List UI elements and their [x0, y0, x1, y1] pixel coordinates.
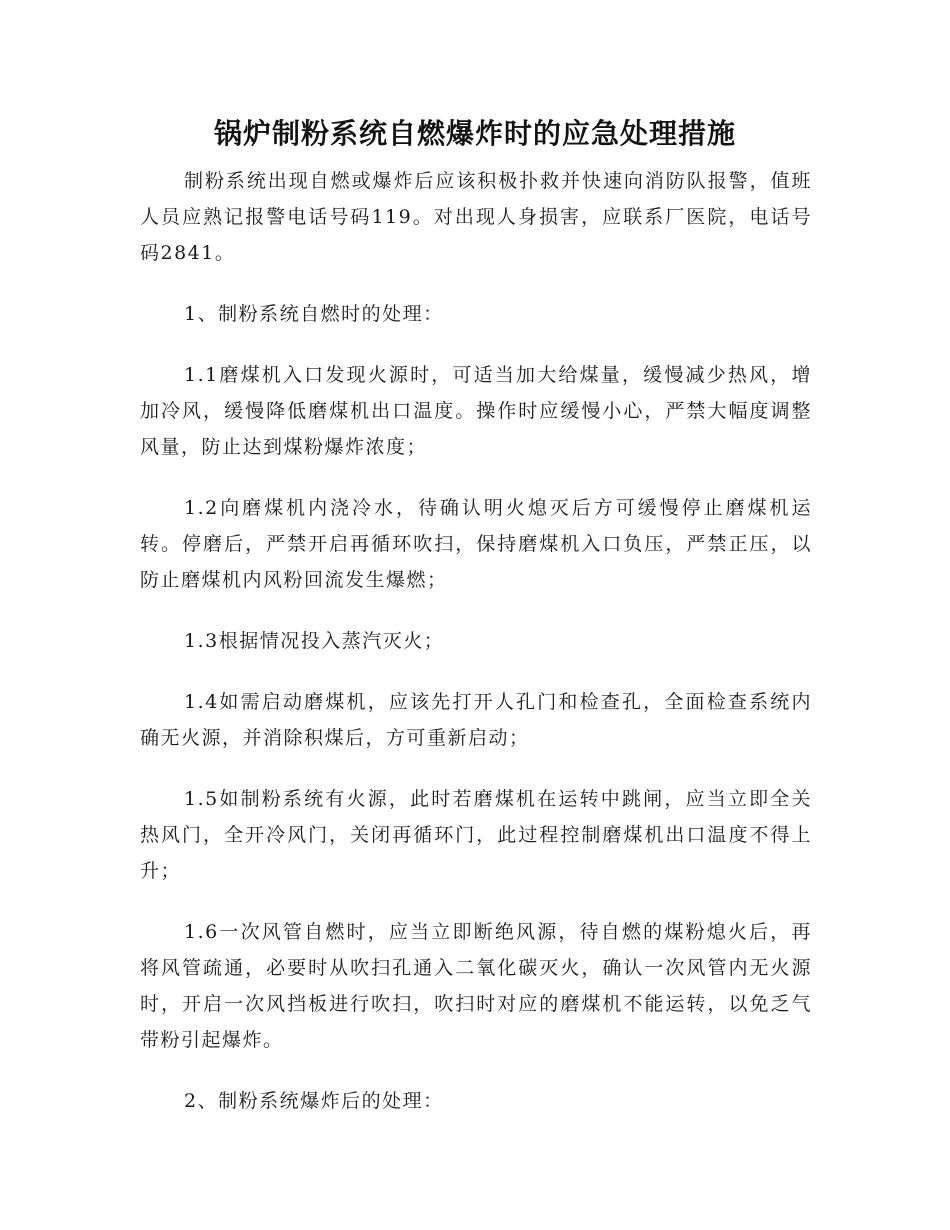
paragraph-1-4: 1.4如需启动磨煤机，应该先打开人孔门和检查孔，全面检查系统内确无火源，并消除积煤后，方可重新启动；	[140, 691, 812, 749]
paragraph-1-2: 1.2向磨煤机内浇冷水，待确认明火熄灭后方可缓慢停止磨煤机运转。停磨后，严禁开启再循环吹扫，保持磨煤机入口负压，严禁正压，以防止磨煤机内风粉回流发生爆燃；	[140, 497, 812, 591]
paragraph-intro: 制粉系统出现自燃或爆炸后应该积极扑救并快速向消防队报警，值班人员应熟记报警电话号码119。对出现人身损害，应联系厂医院，电话号码2841。	[140, 170, 812, 264]
paragraph-1-5: 1.5如制粉系统有火源，此时若磨煤机在运转中跳闸，应当立即全关热风门，全开冷风门，关闭再循环门，此过程控制磨煤机出口温度不得上升；	[140, 788, 812, 882]
section-heading-self-ignition: 1、制粉系统自燃时的处理：	[184, 303, 444, 325]
document-title: 锅炉制粉系统自燃爆炸时的应急处理措施	[213, 117, 736, 150]
paragraph-1-1: 1.1磨煤机入口发现火源时，可适当加大给煤量，缓慢减少热风，增加冷风，缓慢降低磨煤机出口温度。操作时应缓慢小心，严禁大幅度调整风量，防止达到煤粉爆炸浓度；	[140, 364, 812, 458]
paragraph-1-6: 1.6一次风管自燃时，应当立即断绝风源，待自燃的煤粉熄火后，再将风管疏通，必要时从吹扫孔通入二氧化碳灭火，确认一次风管内无火源时，开启一次风挡板进行吹扫，吹扫时对应的磨煤机不能运转，以免乏气带粉引起爆炸。	[140, 921, 812, 1051]
document-body	[140, 163, 812, 1144]
section-heading-explosion: 2、制粉系统爆炸后的处理：	[184, 1090, 444, 1112]
paragraph-1-3: 1.3根据情况投入蒸汽灭火；	[184, 630, 445, 652]
